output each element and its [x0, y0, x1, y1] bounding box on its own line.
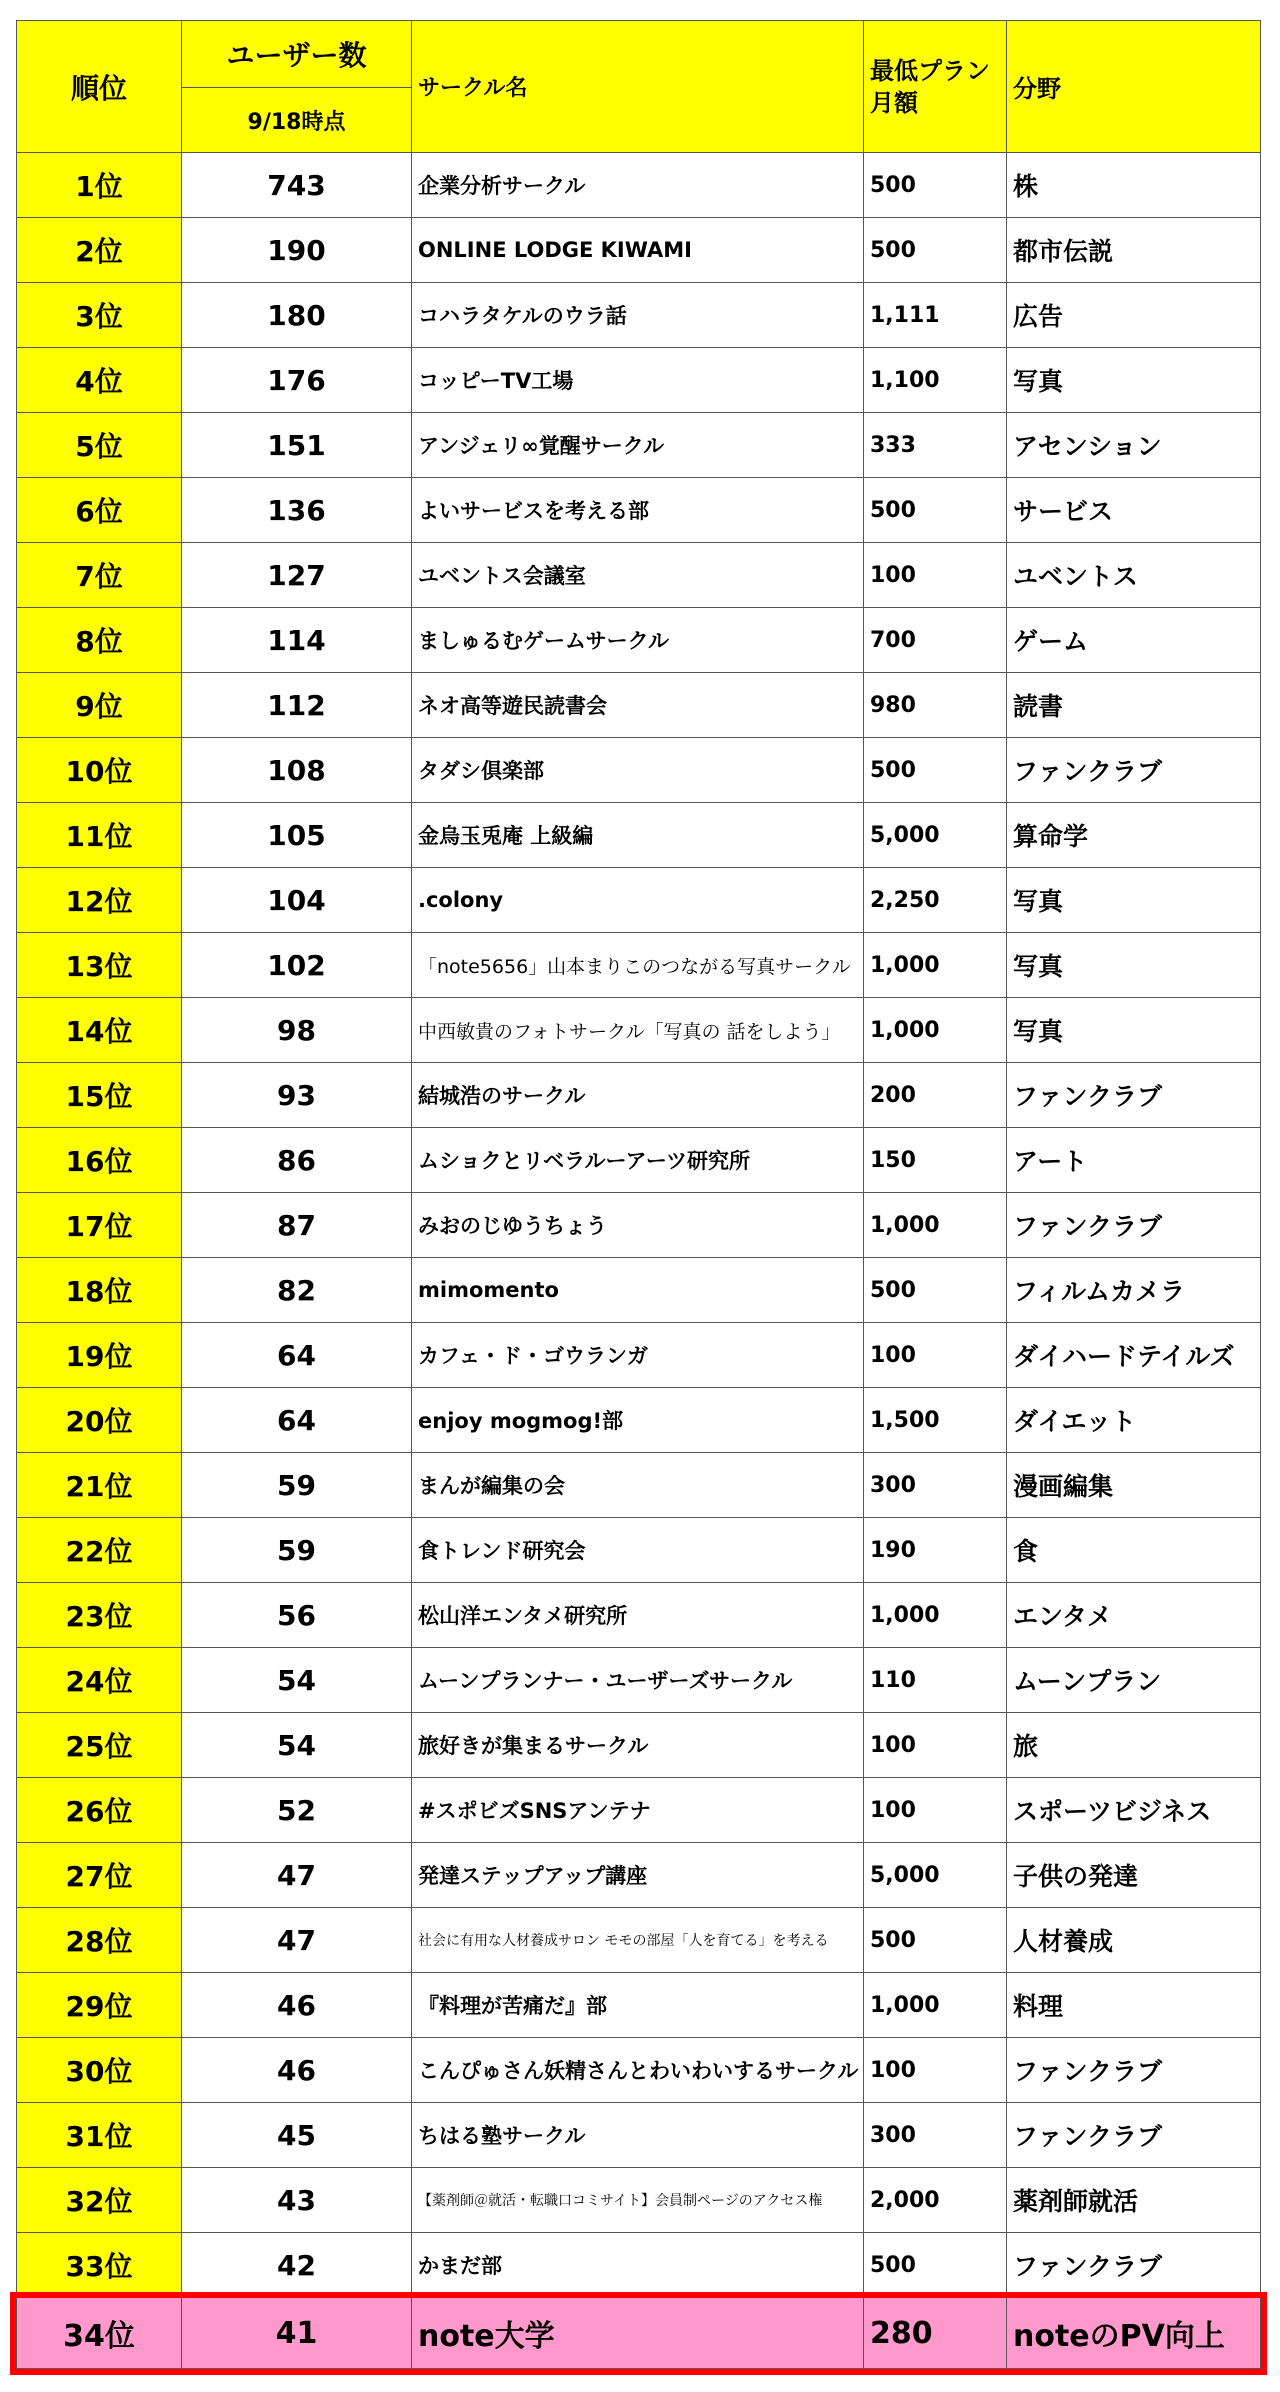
- highlight-field: noteのPV向上: [1007, 2298, 1261, 2369]
- table-row: [17, 1193, 1261, 1258]
- price-cell: 1,000: [864, 1973, 1007, 2038]
- users-cell: 151: [182, 413, 412, 478]
- circle-name-cell: 松山洋エンタメ研究所: [412, 1583, 864, 1648]
- users-cell: 176: [182, 348, 412, 413]
- rank-cell: 5位: [17, 413, 182, 478]
- table-row: [17, 738, 1261, 803]
- circle-name-cell: 結城浩のサークル: [412, 1063, 864, 1128]
- field-cell: 旅: [1007, 1713, 1261, 1778]
- price-cell: 190: [864, 1518, 1007, 1583]
- table-row: [17, 1648, 1261, 1713]
- field-cell: 食: [1007, 1518, 1261, 1583]
- users-cell: 743: [182, 153, 412, 218]
- ranking-table: [16, 20, 1261, 2369]
- rank-cell: 20位: [17, 1388, 182, 1453]
- field-cell: 料理: [1007, 1973, 1261, 2038]
- rank-cell: 9位: [17, 673, 182, 738]
- table-row: [17, 1518, 1261, 1583]
- circle-name-cell: 食トレンド研究会: [412, 1518, 864, 1583]
- price-cell: 300: [864, 1453, 1007, 1518]
- table-row: [17, 348, 1261, 413]
- users-cell: 47: [182, 1908, 412, 1973]
- rank-cell: 30位: [17, 2038, 182, 2103]
- price-cell: 1,000: [864, 1583, 1007, 1648]
- circle-name-cell: みおのじゆうちょう: [412, 1193, 864, 1258]
- field-cell: ファンクラブ: [1007, 738, 1261, 803]
- circle-name-cell: 旅好きが集まるサークル: [412, 1713, 864, 1778]
- users-cell: 127: [182, 543, 412, 608]
- table-row: [17, 2168, 1261, 2233]
- rank-cell: 19位: [17, 1323, 182, 1388]
- users-cell: 59: [182, 1453, 412, 1518]
- rank-cell: 4位: [17, 348, 182, 413]
- field-cell: アセンション: [1007, 413, 1261, 478]
- field-cell: 算命学: [1007, 803, 1261, 868]
- circle-name-cell: こんぴゅさん妖精さんとわいわいするサークル: [412, 2038, 864, 2103]
- header-row: [17, 21, 1261, 88]
- field-cell: 写真: [1007, 933, 1261, 998]
- circle-name-cell: 金烏玉兎庵 上級編: [412, 803, 864, 868]
- circle-name-cell: .colony: [412, 868, 864, 933]
- users-cell: 52: [182, 1778, 412, 1843]
- price-cell: 5,000: [864, 803, 1007, 868]
- field-cell: スポーツビジネス: [1007, 1778, 1261, 1843]
- header-min-plan: [864, 21, 1007, 153]
- circle-name-cell: ネオ高等遊民読書会: [412, 673, 864, 738]
- table-row: [17, 1258, 1261, 1323]
- field-cell: 写真: [1007, 998, 1261, 1063]
- circle-name-cell: 『料理が苦痛だ』部: [412, 1973, 864, 2038]
- rank-cell: 6位: [17, 478, 182, 543]
- circle-name-cell: まんが編集の会: [412, 1453, 864, 1518]
- header-users: ユーザー数: [182, 21, 412, 88]
- circle-name-cell: カフェ・ド・ゴウランガ: [412, 1323, 864, 1388]
- field-cell: フィルムカメラ: [1007, 1258, 1261, 1323]
- users-cell: 114: [182, 608, 412, 673]
- table-row: [17, 803, 1261, 868]
- price-cell: 980: [864, 673, 1007, 738]
- price-cell: 1,000: [864, 933, 1007, 998]
- circle-name-cell: アンジェリ∞覚醒サークル: [412, 413, 864, 478]
- field-cell: 読書: [1007, 673, 1261, 738]
- table-row: [17, 2038, 1261, 2103]
- users-cell: 93: [182, 1063, 412, 1128]
- table-row: [17, 1128, 1261, 1193]
- rank-cell: 33位: [17, 2233, 182, 2298]
- price-cell: 100: [864, 1713, 1007, 1778]
- rank-cell: 27位: [17, 1843, 182, 1908]
- rank-cell: 28位: [17, 1908, 182, 1973]
- table-row: [17, 543, 1261, 608]
- table-row: [17, 1973, 1261, 2038]
- users-cell: 86: [182, 1128, 412, 1193]
- users-cell: 190: [182, 218, 412, 283]
- circle-name-cell: 【薬剤師＠就活・転職口コミサイト】会員制ページのアクセス権: [412, 2168, 864, 2233]
- field-cell: 広告: [1007, 283, 1261, 348]
- circle-name-cell: ユベントス会議室: [412, 543, 864, 608]
- users-cell: 42: [182, 2233, 412, 2298]
- price-cell: 1,000: [864, 1193, 1007, 1258]
- circle-name-cell: enjoy mogmog!部: [412, 1388, 864, 1453]
- users-cell: 105: [182, 803, 412, 868]
- rank-cell: 15位: [17, 1063, 182, 1128]
- rank-cell: 8位: [17, 608, 182, 673]
- users-cell: 46: [182, 1973, 412, 2038]
- rank-cell: 25位: [17, 1713, 182, 1778]
- circle-name-cell: ONLINE LODGE KIWAMI: [412, 218, 864, 283]
- field-cell: 薬剤師就活: [1007, 2168, 1261, 2233]
- field-cell: ゲーム: [1007, 608, 1261, 673]
- price-cell: 100: [864, 1778, 1007, 1843]
- rank-cell: 22位: [17, 1518, 182, 1583]
- table-row: [17, 218, 1261, 283]
- table-row: [17, 1908, 1261, 1973]
- table-row: [17, 673, 1261, 738]
- circle-name-cell: ましゅるむゲームサークル: [412, 608, 864, 673]
- circle-name-cell: ちはる塾サークル: [412, 2103, 864, 2168]
- users-cell: 59: [182, 1518, 412, 1583]
- users-cell: 54: [182, 1713, 412, 1778]
- table-row: [17, 1453, 1261, 1518]
- price-cell: 100: [864, 1323, 1007, 1388]
- header-date: 9/18時点: [182, 88, 412, 153]
- price-cell: 1,000: [864, 998, 1007, 1063]
- field-cell: ファンクラブ: [1007, 1063, 1261, 1128]
- users-cell: 43: [182, 2168, 412, 2233]
- rank-cell: 32位: [17, 2168, 182, 2233]
- rank-cell: 11位: [17, 803, 182, 868]
- rank-cell: 29位: [17, 1973, 182, 2038]
- circle-name-cell: 「note5656」山本まりこのつながる写真サークル: [412, 933, 864, 998]
- table-row: [17, 1843, 1261, 1908]
- circle-name-cell: 社会に有用な人材養成サロン モモの部屋「人を育てる」を考える: [412, 1908, 864, 1973]
- users-cell: 87: [182, 1193, 412, 1258]
- users-cell: 56: [182, 1583, 412, 1648]
- circle-name-cell: タダシ倶楽部: [412, 738, 864, 803]
- field-cell: ユベントス: [1007, 543, 1261, 608]
- price-cell: 1,500: [864, 1388, 1007, 1453]
- users-cell: 102: [182, 933, 412, 998]
- circle-name-cell: コハラタケルのウラ話: [412, 283, 864, 348]
- price-cell: 500: [864, 1908, 1007, 1973]
- users-cell: 180: [182, 283, 412, 348]
- price-cell: 1,111: [864, 283, 1007, 348]
- price-cell: 100: [864, 2038, 1007, 2103]
- table-row: [17, 868, 1261, 933]
- highlight-name: note大学: [412, 2298, 864, 2369]
- field-cell: ダイハードテイルズ: [1007, 1323, 1261, 1388]
- field-cell: ファンクラブ: [1007, 2038, 1261, 2103]
- table-row: [17, 1323, 1261, 1388]
- users-cell: 108: [182, 738, 412, 803]
- users-cell: 112: [182, 673, 412, 738]
- price-cell: 2,000: [864, 2168, 1007, 2233]
- table-row: [17, 1713, 1261, 1778]
- field-cell: ファンクラブ: [1007, 2103, 1261, 2168]
- field-cell: 漫画編集: [1007, 1453, 1261, 1518]
- price-cell: 2,250: [864, 868, 1007, 933]
- circle-name-cell: 企業分析サークル: [412, 153, 864, 218]
- price-cell: 700: [864, 608, 1007, 673]
- rank-cell: 1位: [17, 153, 182, 218]
- header-min-plan-line1: 最低プラン: [870, 56, 990, 85]
- price-cell: 500: [864, 153, 1007, 218]
- users-cell: 136: [182, 478, 412, 543]
- price-cell: 500: [864, 478, 1007, 543]
- header-min-plan-line2: 月額: [870, 88, 918, 117]
- rank-cell: 12位: [17, 868, 182, 933]
- table-row: [17, 478, 1261, 543]
- field-cell: アート: [1007, 1128, 1261, 1193]
- highlight-rank: 34位: [17, 2298, 182, 2369]
- rank-cell: 31位: [17, 2103, 182, 2168]
- field-cell: ファンクラブ: [1007, 2233, 1261, 2298]
- table-row: [17, 153, 1261, 218]
- users-cell: 54: [182, 1648, 412, 1713]
- rank-cell: 18位: [17, 1258, 182, 1323]
- rank-cell: 7位: [17, 543, 182, 608]
- field-cell: 株: [1007, 153, 1261, 218]
- price-cell: 300: [864, 2103, 1007, 2168]
- header-circle-name: サークル名: [412, 21, 864, 153]
- users-cell: 64: [182, 1323, 412, 1388]
- field-cell: エンタメ: [1007, 1583, 1261, 1648]
- price-cell: 150: [864, 1128, 1007, 1193]
- table-row: [17, 933, 1261, 998]
- rank-cell: 3位: [17, 283, 182, 348]
- field-cell: ファンクラブ: [1007, 1193, 1261, 1258]
- price-cell: 500: [864, 2233, 1007, 2298]
- table-row: [17, 608, 1261, 673]
- price-cell: 500: [864, 738, 1007, 803]
- circle-name-cell: かまだ部: [412, 2233, 864, 2298]
- rank-cell: 24位: [17, 1648, 182, 1713]
- price-cell: 500: [864, 1258, 1007, 1323]
- table-row: [17, 1778, 1261, 1843]
- rank-cell: 26位: [17, 1778, 182, 1843]
- price-cell: 5,000: [864, 1843, 1007, 1908]
- price-cell: 110: [864, 1648, 1007, 1713]
- users-cell: 104: [182, 868, 412, 933]
- highlight-users: 41: [182, 2298, 412, 2369]
- field-cell: サービス: [1007, 478, 1261, 543]
- users-cell: 45: [182, 2103, 412, 2168]
- price-cell: 1,100: [864, 348, 1007, 413]
- table-row: [17, 998, 1261, 1063]
- field-cell: 写真: [1007, 348, 1261, 413]
- table-row: [17, 2233, 1261, 2298]
- field-cell: 写真: [1007, 868, 1261, 933]
- circle-name-cell: #スポビズSNSアンテナ: [412, 1778, 864, 1843]
- price-cell: 100: [864, 543, 1007, 608]
- circle-name-cell: よいサービスを考える部: [412, 478, 864, 543]
- price-cell: 333: [864, 413, 1007, 478]
- circle-name-cell: ムショクとリベラルーアーツ研究所: [412, 1128, 864, 1193]
- field-cell: 人材養成: [1007, 1908, 1261, 1973]
- users-cell: 98: [182, 998, 412, 1063]
- table-row: [17, 2103, 1261, 2168]
- header-field: 分野: [1007, 21, 1261, 153]
- rank-cell: 14位: [17, 998, 182, 1063]
- table-row: [17, 1583, 1261, 1648]
- users-cell: 64: [182, 1388, 412, 1453]
- circle-name-cell: 発達ステップアップ講座: [412, 1843, 864, 1908]
- rank-cell: 13位: [17, 933, 182, 998]
- rank-cell: 17位: [17, 1193, 182, 1258]
- header-rank: 順位: [17, 21, 182, 153]
- price-cell: 200: [864, 1063, 1007, 1128]
- rank-cell: 16位: [17, 1128, 182, 1193]
- field-cell: 都市伝説: [1007, 218, 1261, 283]
- circle-name-cell: ムーンプランナー・ユーザーズサークル: [412, 1648, 864, 1713]
- rank-cell: 2位: [17, 218, 182, 283]
- circle-name-cell: 中西敏貴のフォトサークル「写真の 話をしよう」: [412, 998, 864, 1063]
- rank-cell: 10位: [17, 738, 182, 803]
- rank-cell: 23位: [17, 1583, 182, 1648]
- users-cell: 47: [182, 1843, 412, 1908]
- price-cell: 500: [864, 218, 1007, 283]
- table-row: [17, 1063, 1261, 1128]
- table-row: [17, 1388, 1261, 1453]
- table-row: [17, 283, 1261, 348]
- highlight-price: 280: [864, 2298, 1007, 2369]
- highlight-row: [17, 2298, 1261, 2369]
- users-cell: 46: [182, 2038, 412, 2103]
- circle-name-cell: mimomento: [412, 1258, 864, 1323]
- field-cell: ダイエット: [1007, 1388, 1261, 1453]
- field-cell: ムーンプラン: [1007, 1648, 1261, 1713]
- ranking-table-body: [17, 21, 1261, 2369]
- circle-name-cell: コッピーTV工場: [412, 348, 864, 413]
- table-row: [17, 413, 1261, 478]
- rank-cell: 21位: [17, 1453, 182, 1518]
- field-cell: 子供の発達: [1007, 1843, 1261, 1908]
- users-cell: 82: [182, 1258, 412, 1323]
